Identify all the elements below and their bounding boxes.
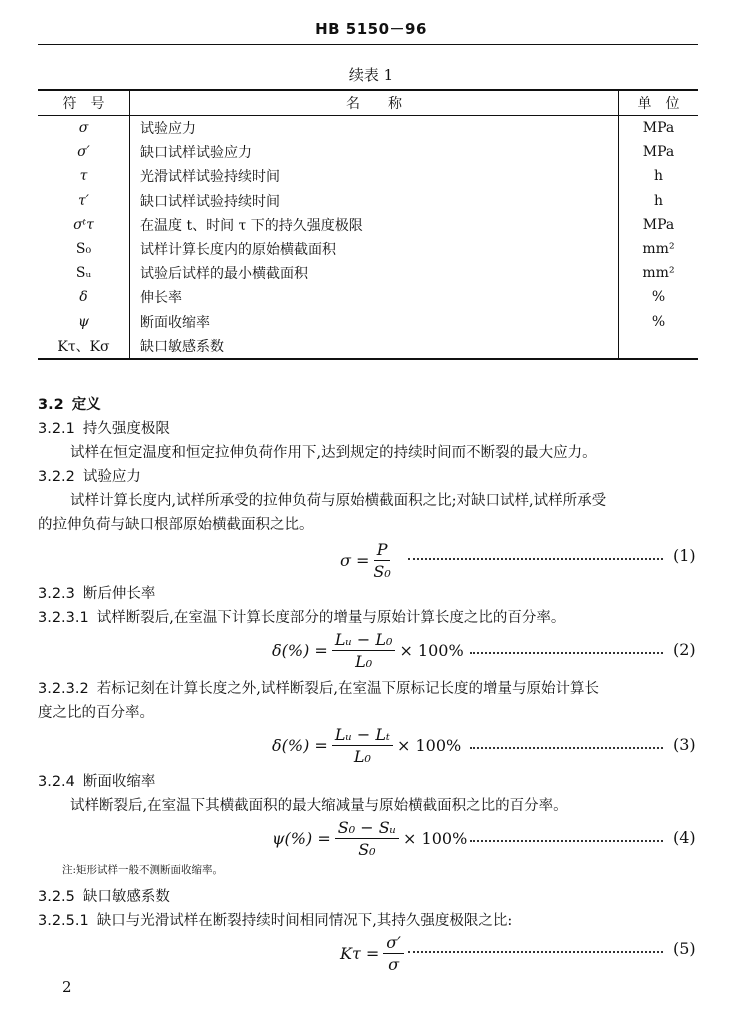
- eq4-lhs: ψ(%) =: [272, 829, 331, 848]
- note-text: 注:矩形试样一般不测断面收缩率。: [62, 864, 224, 876]
- row-unit: MPa: [642, 216, 675, 233]
- equation-2: [272, 630, 464, 671]
- row-name: 伸长率: [130, 285, 619, 309]
- section-3-2-2-heading: 3.2.2 试验应力: [38, 469, 141, 485]
- eq2-lhs: δ(%) =: [272, 641, 328, 660]
- page-number: 2: [62, 978, 72, 996]
- row-name: 在温度 t、时间 τ 下的持久强度极限: [130, 213, 619, 237]
- table-row: [38, 261, 698, 285]
- equation-1: [340, 540, 395, 581]
- eq1-fraction: [373, 540, 390, 581]
- table-row: [38, 310, 698, 334]
- row-symbol: σᵗτ: [38, 213, 130, 237]
- row-symbol: τ′: [38, 189, 130, 213]
- row-name: 缺口试样试验应力: [130, 140, 619, 164]
- eq3-denominator: L₀: [353, 747, 371, 766]
- row-unit: mm²: [642, 265, 675, 282]
- section-3-2-2-text-line2: 的拉伸负荷与缺口根部原始横截面积之比。: [38, 517, 314, 533]
- section-3-2-heading: 3.2 定义: [38, 396, 101, 413]
- row-unit: MPa: [642, 120, 675, 137]
- table-row: [38, 213, 698, 237]
- eq1-denominator: S₀: [373, 562, 391, 581]
- eq3-fraction: [332, 725, 393, 766]
- section-3-2-3-2-text-line2: 度之比的百分率。: [38, 705, 154, 721]
- section-3-2-2-text-line1: 试样计算长度内,试样所承受的拉伸负荷与原始横截面积之比;对缺口试样,试样所承受: [70, 493, 607, 509]
- row-symbol: σ′: [38, 140, 130, 164]
- eq3-numerator: Lᵤ − Lₜ: [332, 725, 393, 746]
- table-row: [38, 140, 698, 164]
- row-name: 试验后试样的最小横截面积: [130, 261, 619, 285]
- eq5-denominator: σ: [388, 955, 400, 974]
- header-symbol: 符 号: [38, 90, 130, 116]
- section-3-2-1-heading: 3.2.1 持久强度极限: [38, 421, 170, 437]
- row-unit: mm²: [642, 241, 675, 258]
- eq3-rhs: × 100%: [396, 736, 462, 755]
- eq5-number: (5): [673, 939, 696, 958]
- row-unit: h: [653, 192, 664, 209]
- table-row: [38, 116, 698, 141]
- row-symbol: τ: [38, 164, 130, 188]
- row-symbol: ψ: [38, 310, 130, 334]
- row-symbol: Sᵤ: [38, 261, 130, 285]
- table-header-row: [38, 90, 698, 116]
- eq1-lhs: σ =: [340, 551, 370, 570]
- row-name: 光滑试样试验持续时间: [130, 164, 619, 188]
- section-3-2-5-1-text: 3.2.5.1 缺口与光滑试样在断裂持续时间相同情况下,其持久强度极限之比:: [38, 913, 513, 929]
- equation-3: [272, 725, 461, 766]
- eq1-numerator: P: [374, 540, 391, 561]
- eq3-leader-dots: [470, 747, 663, 749]
- table-row: [38, 164, 698, 188]
- equation-4: [272, 818, 467, 859]
- row-name: 断面收缩率: [130, 310, 619, 334]
- row-unit: %: [651, 289, 666, 306]
- header-name: 名 称: [130, 90, 619, 116]
- symbol-table: [38, 89, 698, 360]
- section-3-2-3-1-text: 3.2.3.1 试样断裂后,在室温下计算长度部分的增量与原始计算长度之比的百分率。: [38, 610, 566, 626]
- eq5-lhs: Kτ =: [340, 944, 380, 963]
- eq2-leader-dots: [470, 652, 663, 654]
- row-unit: %: [651, 313, 666, 330]
- eq1-number: (1): [673, 546, 696, 565]
- row-unit: MPa: [642, 144, 675, 161]
- eq3-lhs: δ(%) =: [272, 736, 328, 755]
- document-header: HB 5150－96: [315, 20, 427, 38]
- header-unit: 单 位: [619, 90, 699, 116]
- section-3-2-4-heading: 3.2.4 断面收缩率: [38, 774, 156, 790]
- eq4-numerator: S₀ − Sᵤ: [335, 818, 399, 839]
- eq5-fraction: [383, 933, 404, 974]
- section-3-2-5-heading: 3.2.5 缺口敏感系数: [38, 889, 170, 905]
- section-3-2-4-text: 试样断裂后,在室温下其横截面积的最大缩减量与原始横截面积之比的百分率。: [70, 798, 568, 814]
- eq4-leader-dots: [470, 840, 663, 842]
- table-row: [38, 334, 698, 359]
- row-name: 试样计算长度内的原始横截面积: [130, 237, 619, 261]
- row-unit: [619, 334, 699, 359]
- row-unit: h: [653, 168, 664, 185]
- row-symbol: δ: [38, 285, 130, 309]
- eq5-leader-dots: [408, 951, 663, 953]
- eq1-leader-dots: [408, 558, 663, 560]
- row-symbol: S₀: [38, 237, 130, 261]
- row-symbol: Kτ、Kσ: [38, 334, 130, 359]
- eq4-fraction: [335, 818, 399, 859]
- eq5-numerator: σ′: [383, 933, 404, 954]
- eq2-fraction: [332, 630, 396, 671]
- eq4-denominator: S₀: [358, 840, 376, 859]
- eq4-number: (4): [673, 828, 696, 847]
- table-row: [38, 189, 698, 213]
- row-name: 试验应力: [130, 116, 619, 141]
- table-row: [38, 285, 698, 309]
- row-symbol: σ: [38, 116, 130, 141]
- eq2-number: (2): [673, 640, 696, 659]
- eq2-numerator: Lᵤ − L₀: [332, 630, 396, 651]
- table-row: [38, 237, 698, 261]
- eq2-denominator: L₀: [355, 652, 373, 671]
- eq2-rhs: × 100%: [399, 641, 464, 660]
- row-name: 缺口敏感系数: [130, 334, 619, 359]
- section-3-2-1-text: 试样在恒定温度和恒定拉伸负荷作用下,达到规定的持续时间而不断裂的最大应力。: [70, 445, 597, 461]
- eq3-number: (3): [673, 735, 696, 754]
- equation-5: [340, 933, 408, 974]
- row-name: 缺口试样试验持续时间: [130, 189, 619, 213]
- header-rule: [38, 44, 698, 45]
- table-caption: 续表 1: [348, 66, 394, 84]
- section-3-2-3-2-text-line1: 3.2.3.2 若标记刻在计算长度之外,试样断裂后,在室温下原标记长度的增量与原始计算长: [38, 681, 599, 697]
- eq4-rhs: × 100%: [403, 829, 468, 848]
- section-3-2-3-heading: 3.2.3 断后伸长率: [38, 586, 156, 602]
